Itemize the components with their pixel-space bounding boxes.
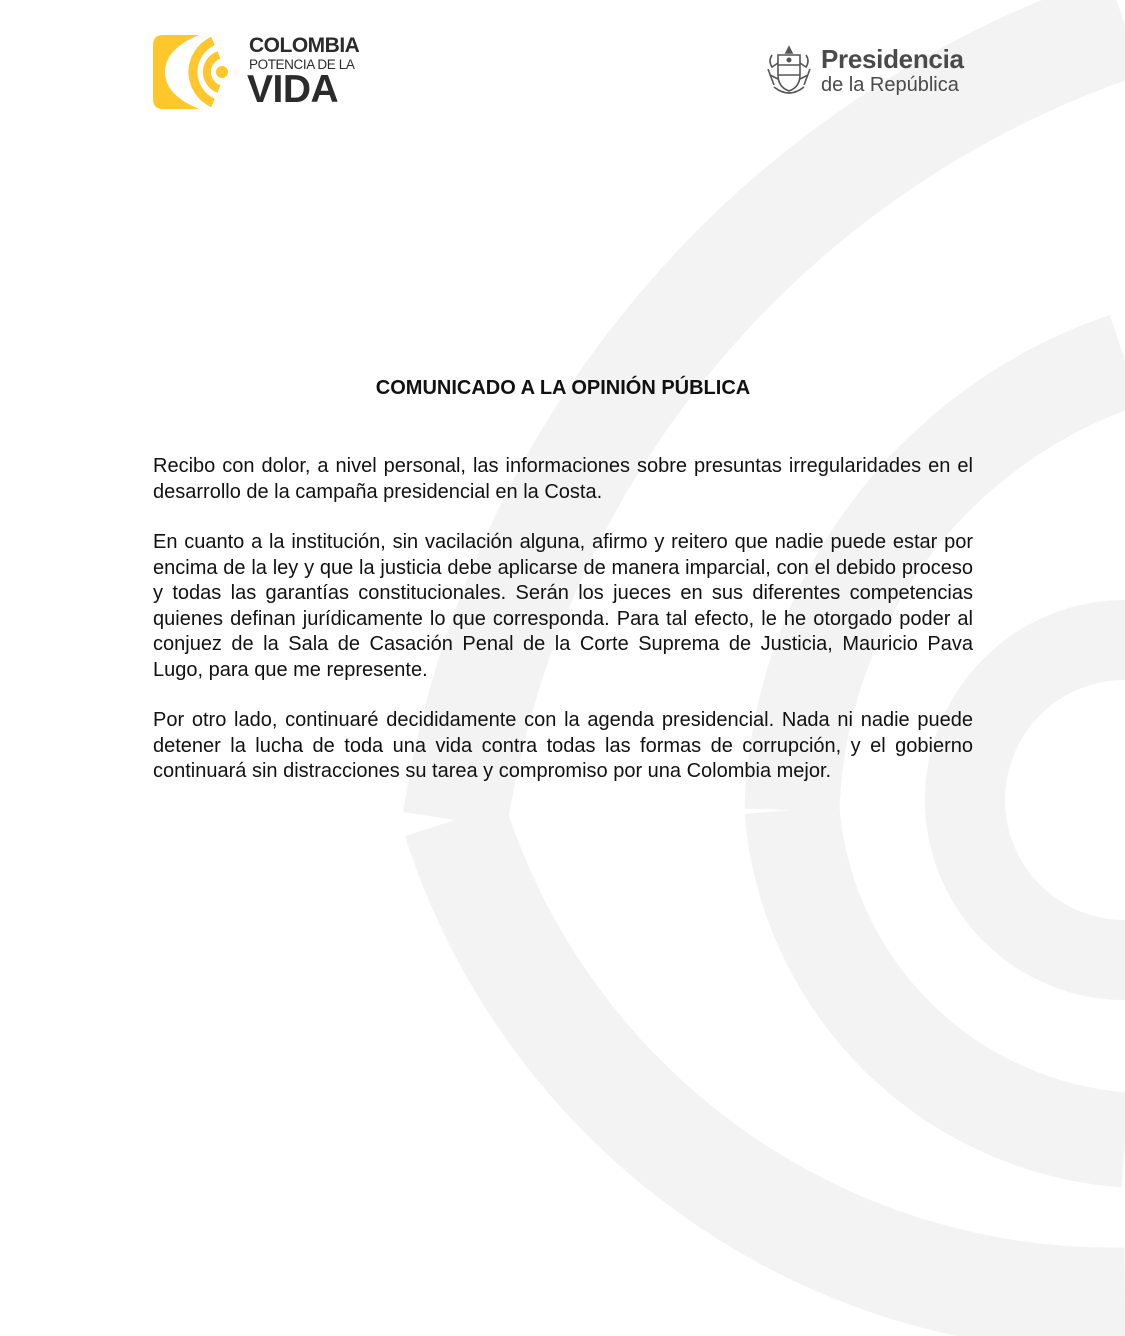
paragraph-1: Recibo con dolor, a nivel personal, las informaciones sobre presuntas irregularidades en el desarrollo de la campaña presidencial en la Costa. bbox=[153, 455, 973, 503]
logo-line-de-la-republica: de la República bbox=[821, 74, 959, 96]
signal-waves-icon bbox=[153, 35, 229, 109]
document-title: COMUNICADO A LA OPINIÓN PÚBLICA bbox=[375, 377, 751, 399]
presidencia-logo bbox=[766, 45, 974, 100]
paragraph-2: En cuanto a la institución, sin vacilación alguna, afirmo y reitero que nadie puede estar por encima de la ley y que la justicia debe aplicarse de manera imparcial, con el debido proceso y todas las garantías constitucionales. Serán los jueces en sus diferentes competencias quienes definan jurídicamente lo que corresponda. Para tal efecto, le he otorgado poder al conjuez de la Sala de Casación Penal de la Corte Suprema de Justicia, Mauricio Pava Lugo, para que me represente. bbox=[153, 531, 973, 681]
document-body bbox=[153, 454, 973, 810]
logo-line-potencia: POTENCIA DE LA bbox=[249, 57, 355, 72]
logo-line-vida: VIDA bbox=[247, 68, 339, 111]
logo-line-colombia: COLOMBIA bbox=[249, 34, 360, 57]
paragraph-3: Por otro lado, continuaré decididamente con la agenda presidencial. Nada ni nadie puede detener la lucha de toda una vida contra todas las formas de corrupción, y el gobierno continuará sin distracciones su tarea y compromiso por una Colombia mejor. bbox=[153, 709, 973, 782]
coat-of-arms-icon bbox=[766, 45, 812, 99]
logo-line-presidencia: Presidencia bbox=[821, 44, 964, 74]
colombia-potencia-de-la-vida-logo bbox=[153, 35, 368, 111]
